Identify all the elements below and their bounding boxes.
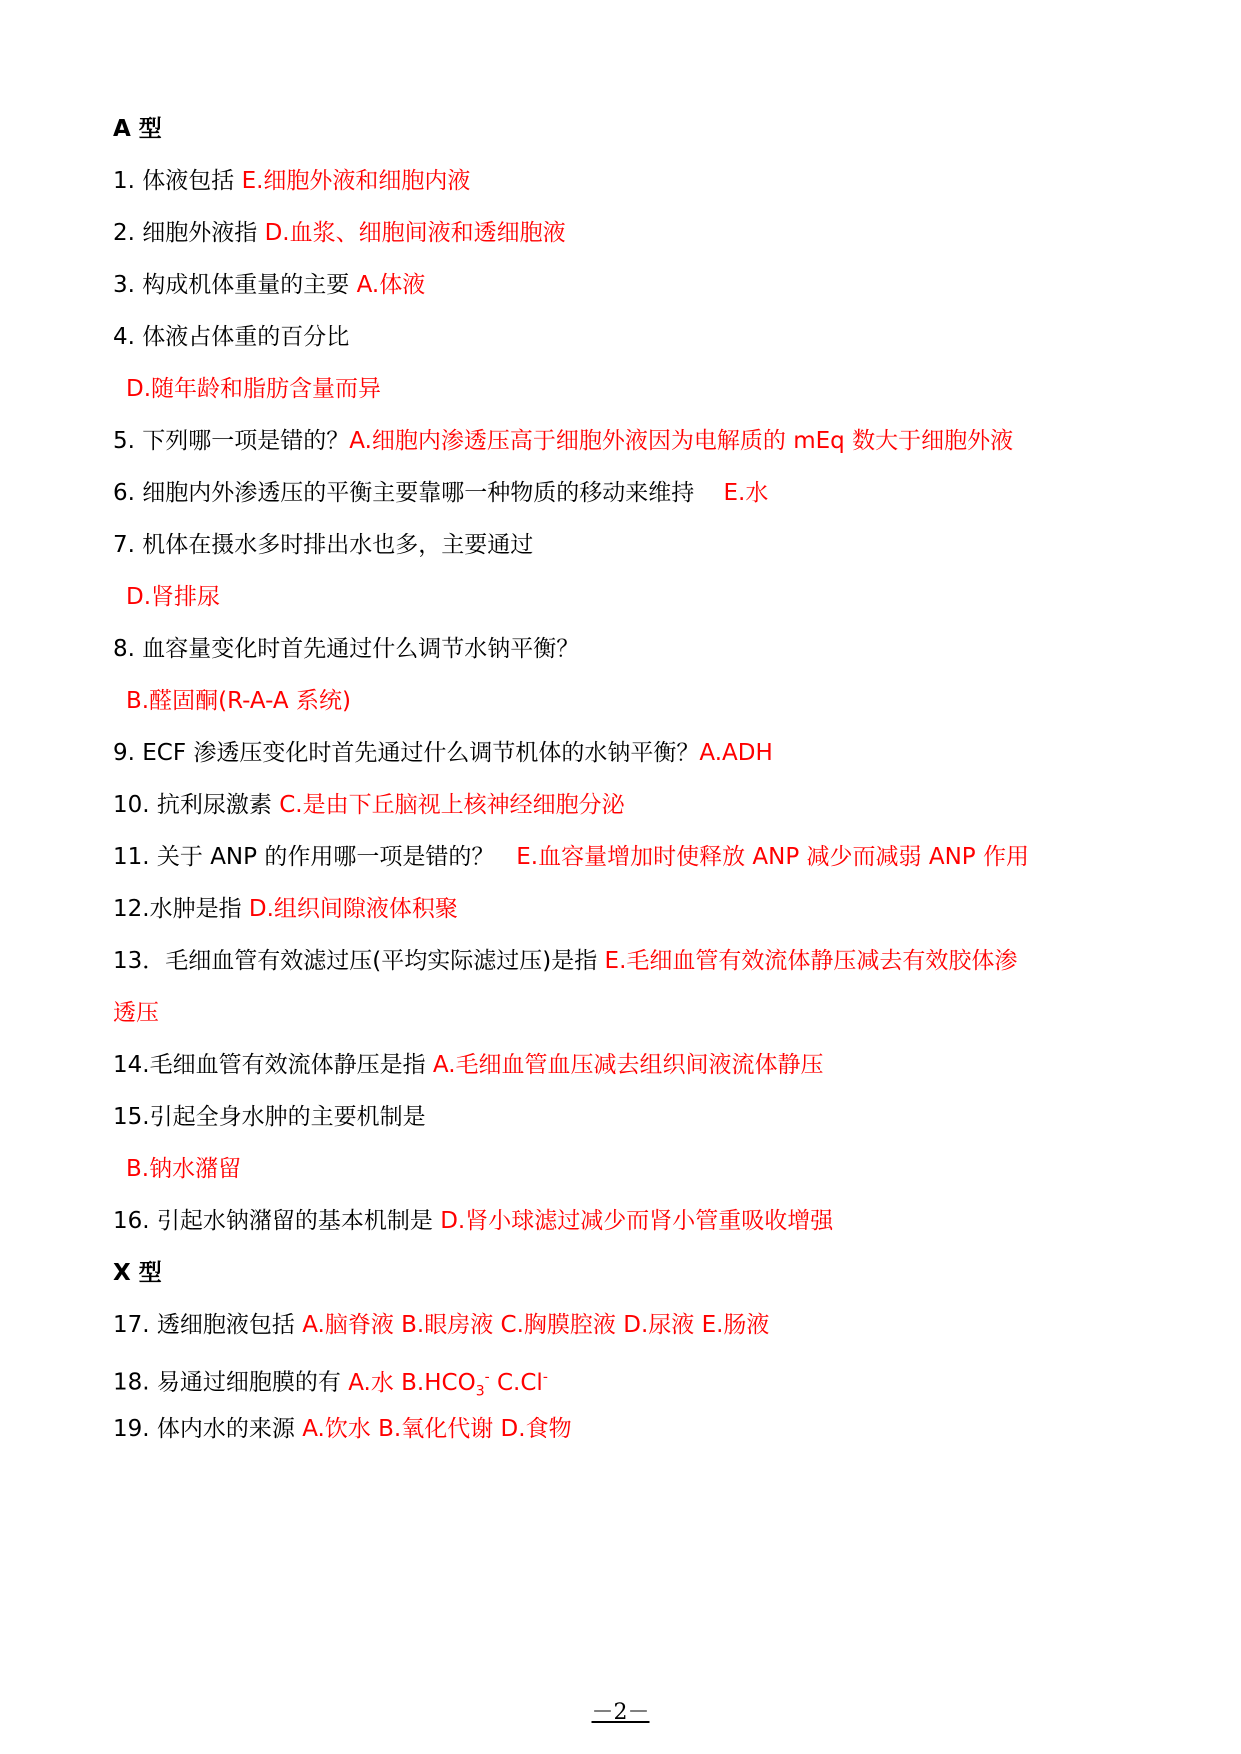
question-12	[113, 894, 458, 924]
question-text: 6. 细胞内外渗透压的平衡主要靠哪一种物质的移动来维持	[113, 480, 695, 506]
answer-text: A.体液	[356, 272, 426, 298]
question-8: 8. 血容量变化时首先通过什么调节水钠平衡？	[113, 636, 580, 662]
answer-text: E.毛细血管有效流体静压减去有效胶体渗	[604, 948, 1018, 974]
question-text: 5. 下列哪一项是错的？	[113, 428, 350, 454]
question-text: 18. 易通过细胞膜的有	[113, 1369, 341, 1396]
question-5	[113, 426, 1013, 456]
question-text: 12.水肿是指	[113, 896, 242, 922]
question-18	[113, 1362, 548, 1406]
heading-x-type: X 型	[113, 1260, 162, 1286]
question-11	[113, 842, 1029, 872]
answer-text: E.水	[723, 480, 769, 506]
answer-text: A.饮水 B.氧化代谢 D.食物	[302, 1416, 572, 1442]
question-15: 15.引起全身水肿的主要机制是	[113, 1104, 426, 1130]
answer-text: C.是由下丘脑视上核神经细胞分泌	[279, 792, 625, 818]
question-9	[113, 738, 773, 768]
answer-text: A.细胞内渗透压高于细胞外液因为电解质的 mEq 数大于细胞外液	[349, 428, 1014, 454]
question-1	[113, 166, 470, 196]
question-text: 1. 体液包括	[113, 168, 235, 194]
answer-superscript: -	[484, 1369, 490, 1385]
question-6	[113, 478, 768, 508]
question-text: 17. 透细胞液包括	[113, 1312, 295, 1338]
answer-text: E.血容量增加时使释放 ANP 减少而减弱 ANP 作用	[516, 844, 1029, 870]
question-19	[113, 1414, 572, 1444]
question-4: 4. 体液占体重的百分比	[113, 324, 350, 350]
answer-text: E.细胞外液和细胞内液	[241, 168, 471, 194]
question-7: 7. 机体在摄水多时排出水也多，主要通过	[113, 532, 534, 558]
answer-part: C.Cl	[497, 1369, 543, 1396]
question-text: 10. 抗利尿激素	[113, 792, 272, 818]
answer-8: B.醛固酮(R-A-A 系统)	[126, 688, 351, 714]
question-14	[113, 1050, 824, 1080]
answer-13-continued: 透压	[113, 1000, 159, 1026]
question-text: 9. ECF 渗透压变化时首先通过什么调节机体的水钠平衡？	[113, 740, 700, 766]
answer-7: D.肾排尿	[126, 584, 221, 610]
answer-15: B.钠水潴留	[126, 1156, 242, 1182]
page-number: －2－	[591, 1700, 650, 1725]
answer-text: A.ADH	[699, 740, 773, 766]
answer-text: D.肾小球滤过减少而肾小管重吸收增强	[440, 1208, 834, 1234]
question-16	[113, 1206, 833, 1236]
question-text: 16. 引起水钠潴留的基本机制是	[113, 1208, 433, 1234]
question-17	[113, 1310, 769, 1340]
question-text: 11. 关于 ANP 的作用哪一项是错的？	[113, 844, 495, 870]
answer-text: D.血浆、细胞间液和透细胞液	[264, 220, 566, 246]
page-footer	[0, 1695, 1241, 1726]
question-3	[113, 270, 425, 300]
question-2	[113, 218, 566, 248]
question-text: 19. 体内水的来源	[113, 1416, 295, 1442]
question-text: 2. 细胞外液指	[113, 220, 258, 246]
heading-a-type: A 型	[113, 116, 162, 142]
question-13	[113, 946, 1017, 976]
answer-text: A.脑脊液 B.眼房液 C.胸膜腔液 D.尿液 E.肠液	[302, 1312, 770, 1338]
answer-text: D.组织间隙液体积聚	[248, 896, 458, 922]
answer-superscript: -	[542, 1369, 548, 1385]
question-text: 3. 构成机体重量的主要	[113, 272, 350, 298]
question-10	[113, 790, 625, 820]
question-text: 14.毛细血管有效流体静压是指	[113, 1052, 426, 1078]
answer-text	[348, 1369, 548, 1400]
answer-subscript: 3	[475, 1383, 485, 1400]
answer-text: A.毛细血管血压减去组织间液流体静压	[432, 1052, 824, 1078]
answer-part: A.水 B.HCO	[348, 1369, 476, 1396]
question-text: 13．毛细血管有效滤过压(平均实际滤过压)是指	[113, 948, 598, 974]
answer-4: D.随年龄和脂肪含量而异	[126, 376, 382, 402]
